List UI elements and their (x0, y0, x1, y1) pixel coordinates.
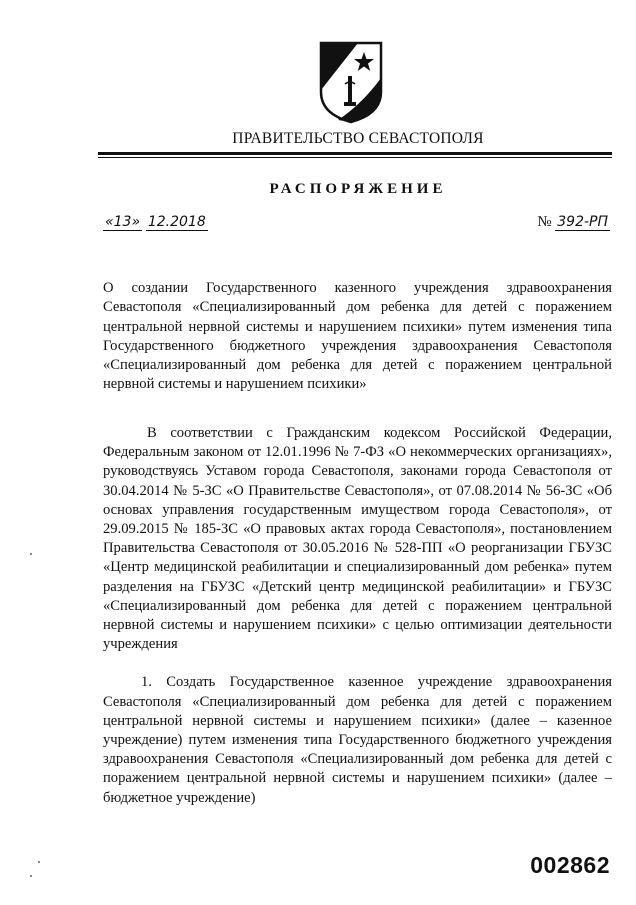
number-value: 392-РП (557, 214, 608, 230)
document-title: О создании Государственного казенного учреждения здравоохранения Севастополя «Специализированный дом ребенка для детей с поражением центральной нервной системы и нарушением психики» путем изменения типа Государственного бюджетного учреждения здравоохранения Севастополя «Специализированный дом ребенка для детей с поражением центральной нервной системы и нарушением психики» (103, 280, 612, 393)
scan-speck (38, 861, 40, 863)
preamble-paragraph: В соответствии с Гражданским кодексом Российской Федерации, Федеральным законом от 12.01.1996 № 7-ФЗ «О некоммерческих организациях», руководствуясь Уставом города Севастополя, законами города Севастополя от 30.04.2014 № 5-ЗС «О Правительстве Севастополя», от 07.08.2014 № 56-ЗС «Об основах управления государственным имуществом города Севастополя», от 29.09.2015 № 185-ЗС «О правовых актах города Севастополя», постановлением Правительства Севастополя от 30.05.2016 № 528-ПП «О реорганизации ГБУЗС «Центр медицинской реабилитации и специализированный дом ребенка» путем разделения на ГБУЗС «Детский центр медицинской реабилитации» и ГБУЗС «Специализированный дом ребенка для детей с поражением центральной нервной системы и нарушением психики» с целью оптимизации деятельности учреждения (103, 425, 612, 653)
document-date (103, 214, 208, 231)
scan-speck (30, 875, 32, 877)
serial-number: 002862 (530, 852, 610, 878)
organization-name: ПРАВИТЕЛЬСТВО СЕВАСТОПОЛЯ (232, 130, 484, 147)
document-body (103, 424, 612, 808)
document-number (537, 214, 610, 231)
sevastopol-coat-of-arms-icon (318, 40, 384, 124)
date-month-year: 12.2018 (147, 214, 206, 230)
number-prefix: № (537, 214, 552, 230)
scan-speck (30, 553, 32, 555)
item-1-paragraph: 1. Создать Государственное казенное учреждение здравоохранения Севастополя «Специализированный дом ребенка для детей с поражением центральной нервной системы и нарушением психики» (далее – казенное учреждение) путем изменения типа Государственного бюджетного учреждения здравоохранения Севастополя «Специализированный дом ребенка для детей с поражением центральной нервной системы и нарушением психики» (далее – бюджетное учреждение) (103, 674, 612, 806)
date-day-field: «13» (105, 214, 141, 230)
document-type: РАСПОРЯЖЕНИЕ (269, 181, 447, 197)
header-divider (98, 152, 612, 158)
